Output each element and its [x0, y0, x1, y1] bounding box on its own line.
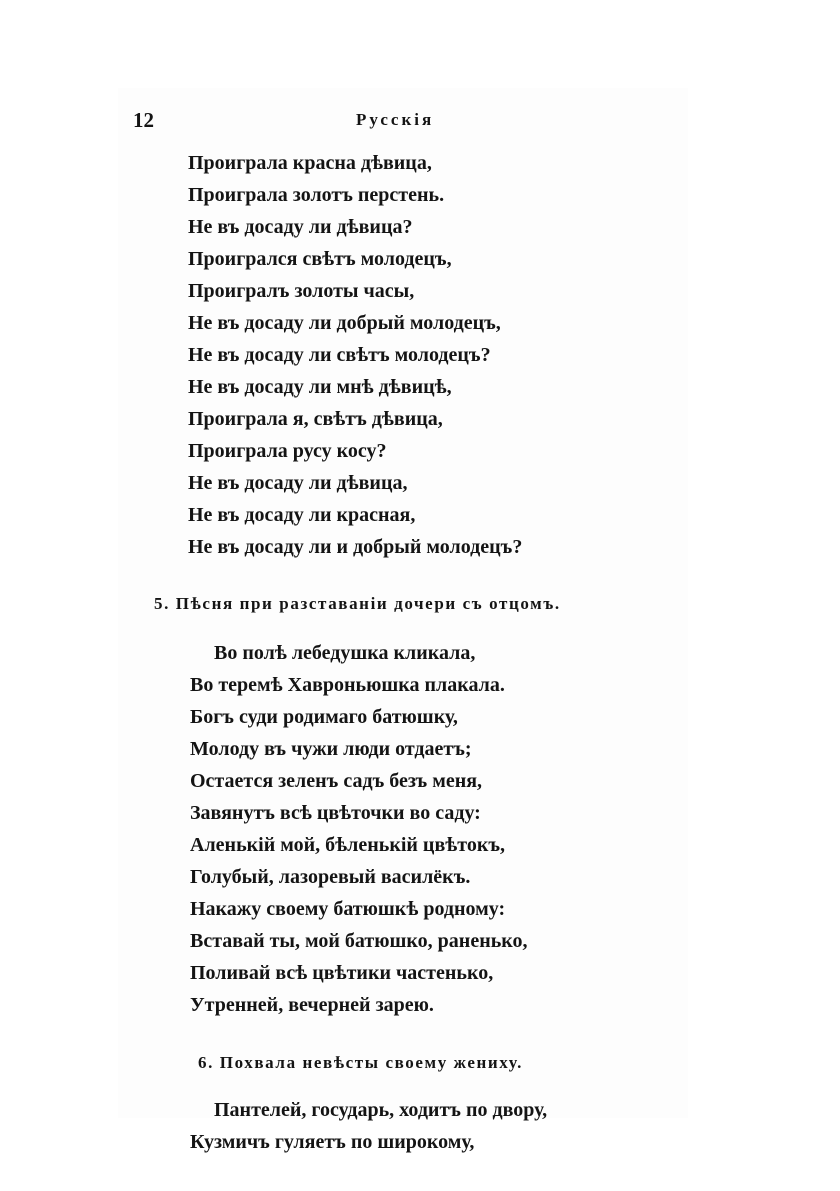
verse-line: Не въ досаду ли добрый молодецъ,	[188, 312, 501, 334]
verse-line: Не въ досаду ли дѣвица?	[188, 216, 413, 238]
verse-line: Не въ досаду ли дѣвица,	[188, 472, 408, 494]
verse-line: Остается зеленъ садъ безъ меня,	[190, 770, 483, 792]
verse-line: Не въ досаду ли мнѣ дѣвицѣ,	[188, 376, 452, 398]
verse-line: Завянутъ всѣ цвѣточки во саду:	[190, 802, 481, 824]
verse-line: Проиграла я, свѣтъ дѣвица,	[188, 408, 443, 430]
verse-line: Аленькій мой, бѣленькій цвѣтокъ,	[190, 834, 505, 856]
verse-line: Утренней, вечерней зарею.	[190, 994, 434, 1016]
verse-line: Проиграла золотъ перстень.	[188, 184, 445, 206]
verse-line: Не въ досаду ли свѣтъ молодецъ?	[188, 344, 491, 366]
verse-line: Не въ досаду ли красная,	[188, 504, 416, 526]
song-5-heading: 5. Пѣсня при разставаніи дочери съ отцомъ.	[154, 594, 561, 613]
verse-line: Проигрался свѣтъ молодецъ,	[188, 248, 452, 270]
verse-line: Богъ суди родимаго батюшку,	[190, 706, 458, 728]
verse-line: Молоду въ чужи люди отдаетъ;	[190, 738, 472, 760]
verse-line: Кузмичъ гуляетъ по широкому,	[190, 1131, 475, 1153]
verse-line: Проигралъ золоты часы,	[188, 280, 415, 302]
page-number: 12	[133, 108, 154, 132]
verse-line: Во теремѣ Хавроньюшка плакала.	[190, 674, 505, 696]
verse-line: Поливай всѣ цвѣтики частенько,	[190, 962, 494, 984]
verse-line: Во полѣ лебедушка кликала,	[214, 642, 476, 664]
song-6-heading: 6. Похвала невѣсты своему жениху.	[198, 1053, 523, 1072]
verse-line: Вставай ты, мой батюшко, раненько,	[190, 930, 528, 952]
verse-line: Пантелей, государь, ходитъ по двору,	[214, 1099, 548, 1121]
verse-line: Накажу своему батюшкѣ родному:	[190, 898, 506, 920]
verse-line: Голубый, лазоревый василёкъ.	[190, 866, 471, 888]
verse-line: Проиграла красна дѣвица,	[188, 152, 432, 174]
running-title: Русскія	[356, 110, 435, 129]
verse-line: Проиграла русу косу?	[188, 440, 387, 462]
verse-line: Не въ досаду ли и добрый молодецъ?	[188, 536, 523, 558]
page-header	[0, 108, 840, 134]
